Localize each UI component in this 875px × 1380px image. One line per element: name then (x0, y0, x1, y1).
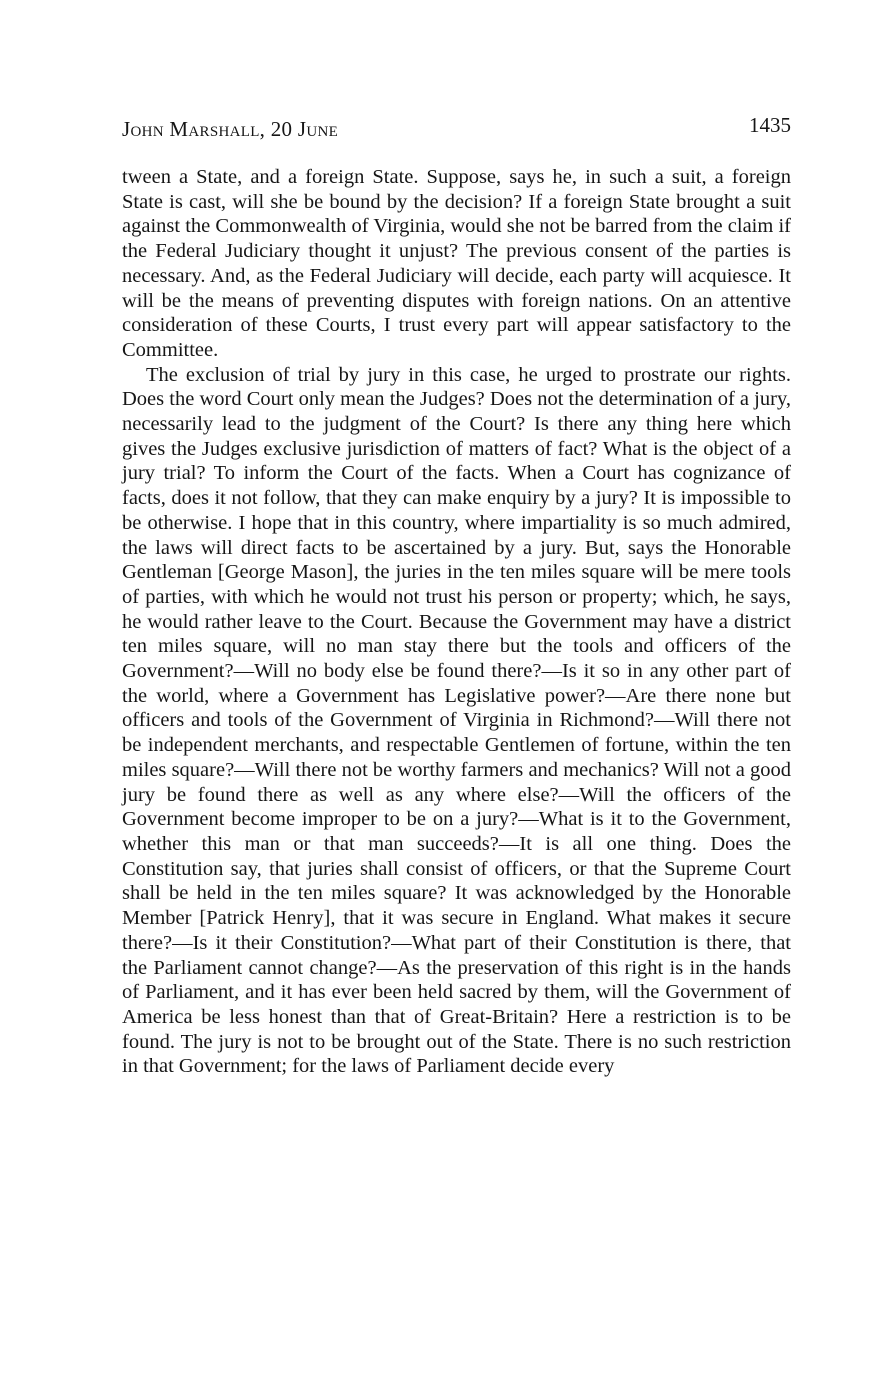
body-text (122, 165, 791, 1079)
running-head-title: John Marshall, 20 June (122, 117, 339, 141)
paragraph: The exclusion of trial by jury in this case, he urged to prostrate our rights. Does the word Court only mean the Judges? Does not the determination of a jury, necessarily lead to the judgment of the Court? Is there any thing here which gives the Judges exclusive jurisdiction of matters of fact? What is the object of a jury trial? To inform the Court of the facts. When a Court has cognizance of facts, does it not follow, that they can make enquiry by a jury? It is impossible to be otherwise. I hope that in this country, where impartiality is so much admired, the laws will direct facts to be ascertained by a jury. But, says the Honorable Gentleman [George Mason], the juries in the ten miles square will be mere tools of parties, with which he would not trust his person or property; which, he says, he would rather leave to the Court. Because the Government may have a district ten miles square, will no man stay there but the tools and officers of the Government?—Will no body else be found there?—Is it so in any other part of the world, where a Government has Legislative power?—Are there none but officers and tools of the Government of Virginia in Richmond?—Will there not be independent merchants, and respectable Gentlemen of fortune, within the ten miles square?—Will there not be worthy farmers and mechanics? Will not a good jury be found there as well as any where else?—Will the officers of the Government become improper to be on a jury?—What is it to the Government, whether this man or that man succeeds?—It is all one thing. Does the Constitution say, that juries shall consist of officers, or that the Supreme Court shall be held in the ten miles square? It was acknowledged by the Honorable Member [Patrick Henry], that it was secure in England. What makes it secure there?—Is it their Constitution?—What part of their Constitution is there, that the Parliament cannot change?—As the preservation of this right is in the hands of Parliament, and it has ever been held sacred by them, will the Government of America be less honest than that of Great-Britain? Here a restriction is to be found. The jury is not to be brought out of the State. There is no such restriction in that Government; for the laws of Parliament decide every (122, 363, 791, 1078)
page-number: 1435 (749, 113, 791, 137)
running-head (122, 113, 791, 147)
paragraph: tween a State, and a foreign State. Suppose, says he, in such a suit, a foreign State is cast, will she be bound by the decision? If a foreign State brought a suit against the Commonwealth of Virginia, would she not be barred from the claim if the Federal Judiciary thought it unjust? The previous consent of the parties is necessary. And, as the Federal Judiciary will decide, each party will acquiesce. It will be the means of preventing disputes with foreign nations. On an attentive consideration of these Courts, I trust every part will appear satisfactory to the Committee. (122, 166, 791, 361)
